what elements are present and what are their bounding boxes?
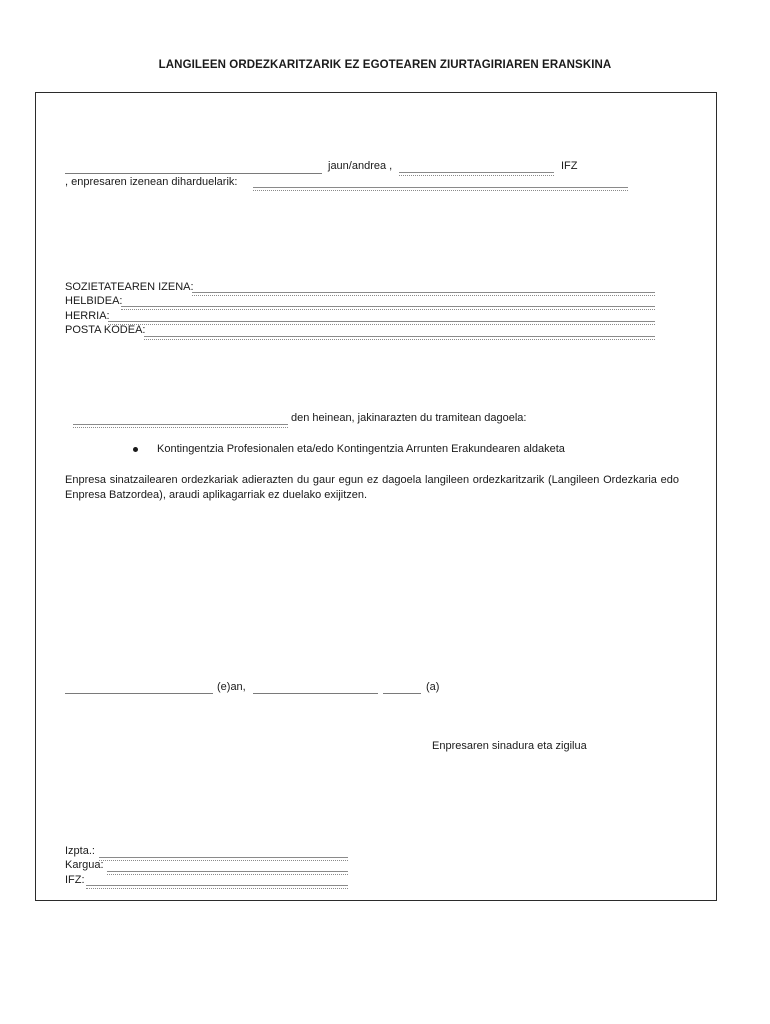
role-field[interactable] [73,424,288,425]
signature-caption: Enpresaren sinadura eta zigilua [432,740,587,752]
statement-paragraph: Enpresa sinatzailearen ordezkariak adierazten du gaur egun ez dagoela langileen ordezkaritzarik (Langileen Ordezkaria edo Enpresa Batzordea), araudi aplikagarriak ez duelako exijitzen. [65,474,679,501]
acting-on-behalf-label: , enpresaren izenean diharduelarik: [65,176,238,188]
day-field[interactable] [383,693,421,694]
postcode-label: POSTA KODEA: [65,324,146,336]
town-field[interactable] [108,321,655,322]
address-field[interactable] [121,306,655,307]
company-representative-field[interactable] [253,187,628,188]
notice-intro-text: den heinean, jakinarazten du tramitean dagoela: [291,412,527,424]
ifz-label: IFZ [561,160,578,172]
company-name-field[interactable] [192,292,655,293]
signer-ifz-label: IFZ: [65,874,85,886]
signed-by-label: Izpta.: [65,845,95,857]
document-title: LANGILEEN ORDEZKARITZARIK EZ EGOTEAREN ZIURTAGIRIAREN ERANSKINA [158,59,612,71]
postcode-field[interactable] [144,336,655,337]
position-label: Kargua: [65,859,104,871]
jaun-andrea-label: jaun/andrea , [328,160,393,172]
signed-by-field[interactable] [99,857,348,858]
signer-ifz-field[interactable] [86,885,348,886]
declarant-id-field[interactable] [399,172,554,173]
bullet-item-text: Kontingentzia Profesionalen eta/edo Kontingentzia Arrunten Erakundearen aldaketa [157,443,565,455]
company-name-label: SOZIETATEAREN IZENA: [65,281,194,293]
declarant-name-field[interactable] [65,173,322,174]
bullet-icon [133,447,138,452]
date-field[interactable] [253,693,378,694]
place-suffix-label: (e)an, [217,681,246,693]
address-label: HELBIDEA: [65,295,123,307]
place-field[interactable] [65,693,213,694]
day-suffix-label: (a) [426,681,440,693]
position-field[interactable] [107,871,348,872]
town-label: HERRIA: [65,310,110,322]
